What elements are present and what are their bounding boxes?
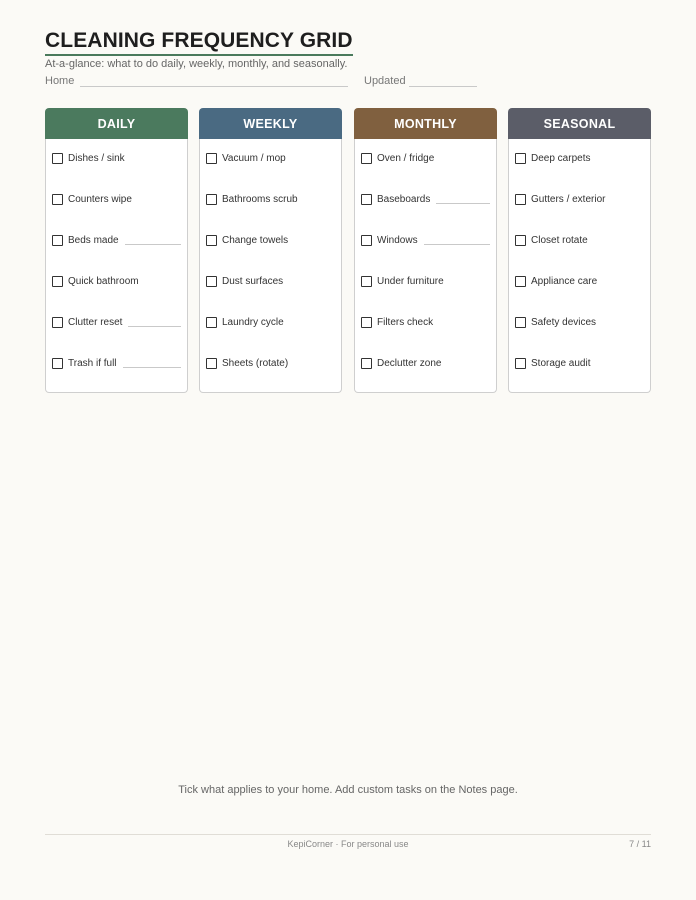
task-row[interactable] [515,192,644,206]
write-in-line[interactable] [436,195,490,204]
checkbox[interactable] [361,276,372,287]
checkbox[interactable] [52,358,63,369]
footer-brand: KepiCorner · For personal use [287,839,409,849]
task-label: Sheets (rotate) [222,357,289,369]
task-row[interactable] [206,192,335,206]
checkbox[interactable] [361,153,372,164]
task-row[interactable] [515,233,644,247]
task-label: Baseboards [377,193,431,205]
task-label: Dishes / sink [68,152,125,164]
checkbox[interactable] [361,317,372,328]
footer-note: Tick what applies to your home. Add custom tasks on the Notes page. [178,784,518,796]
footer-divider [45,834,651,835]
write-in-line[interactable] [123,359,181,368]
task-label: Beds made [68,234,119,246]
page-title: CLEANING FREQUENCY GRID [45,29,353,56]
column-body-seasonal [508,139,651,393]
task-label: Counters wipe [68,193,132,205]
checkbox[interactable] [206,358,217,369]
column-seasonal [508,108,651,393]
checkbox[interactable] [206,235,217,246]
home-label: Home [45,75,75,87]
checkbox[interactable] [515,235,526,246]
task-row[interactable] [361,274,490,288]
task-row[interactable] [515,151,644,165]
task-row[interactable] [206,274,335,288]
task-row[interactable] [361,356,490,370]
task-row[interactable] [361,233,490,247]
page-subtitle: At-a-glance: what to do daily, weekly, monthly, and seasonally. [45,58,348,70]
column-monthly [354,108,497,393]
updated-field-line[interactable] [409,86,477,87]
checkbox[interactable] [361,358,372,369]
task-row[interactable] [361,315,490,329]
checkbox[interactable] [361,235,372,246]
checkbox[interactable] [361,194,372,205]
checkbox[interactable] [206,276,217,287]
task-row[interactable] [52,356,181,370]
column-daily [45,108,188,393]
task-row[interactable] [52,151,181,165]
task-row[interactable] [52,233,181,247]
task-label: Gutters / exterior [531,193,606,205]
write-in-line[interactable] [125,236,181,245]
column-header-daily: DAILY [45,108,188,139]
task-row[interactable] [206,233,335,247]
checkbox[interactable] [52,235,63,246]
task-row[interactable] [52,315,181,329]
task-label: Change towels [222,234,289,246]
page-number: 7 / 11 [629,839,651,849]
task-label: Deep carpets [531,152,591,164]
checkbox[interactable] [206,153,217,164]
write-in-line[interactable] [128,318,181,327]
column-body-daily [45,139,188,393]
checkbox[interactable] [515,317,526,328]
checkbox[interactable] [52,194,63,205]
checkbox[interactable] [515,153,526,164]
column-body-weekly [199,139,342,393]
home-field-line[interactable] [80,86,348,87]
task-label: Laundry cycle [222,316,284,328]
task-row[interactable] [206,151,335,165]
task-label: Storage audit [531,357,591,369]
column-header-seasonal: SEASONAL [508,108,651,139]
task-row[interactable] [206,315,335,329]
column-header-monthly: MONTHLY [354,108,497,139]
column-body-monthly [354,139,497,393]
task-label: Vacuum / mop [222,152,286,164]
task-label: Declutter zone [377,357,442,369]
task-row[interactable] [361,192,490,206]
task-row[interactable] [515,356,644,370]
task-row[interactable] [515,315,644,329]
task-label: Appliance care [531,275,598,287]
checkbox[interactable] [52,317,63,328]
updated-label: Updated [364,75,406,87]
task-row[interactable] [515,274,644,288]
checkbox[interactable] [515,276,526,287]
task-row[interactable] [52,274,181,288]
task-row[interactable] [361,151,490,165]
task-row[interactable] [52,192,181,206]
task-label: Trash if full [68,357,117,369]
task-label: Filters check [377,316,434,328]
task-row[interactable] [206,356,335,370]
checkbox[interactable] [52,153,63,164]
task-label: Bathrooms scrub [222,193,298,205]
checkbox[interactable] [52,276,63,287]
task-label: Clutter reset [68,316,123,328]
checkbox[interactable] [206,317,217,328]
task-label: Dust surfaces [222,275,284,287]
task-label: Under furniture [377,275,444,287]
checkbox[interactable] [206,194,217,205]
column-header-weekly: WEEKLY [199,108,342,139]
checkbox[interactable] [515,194,526,205]
column-weekly [199,108,342,393]
task-label: Safety devices [531,316,597,328]
task-label: Quick bathroom [68,275,139,287]
task-label: Windows [377,234,418,246]
task-label: Closet rotate [531,234,588,246]
write-in-line[interactable] [424,236,490,245]
task-label: Oven / fridge [377,152,435,164]
checkbox[interactable] [515,358,526,369]
